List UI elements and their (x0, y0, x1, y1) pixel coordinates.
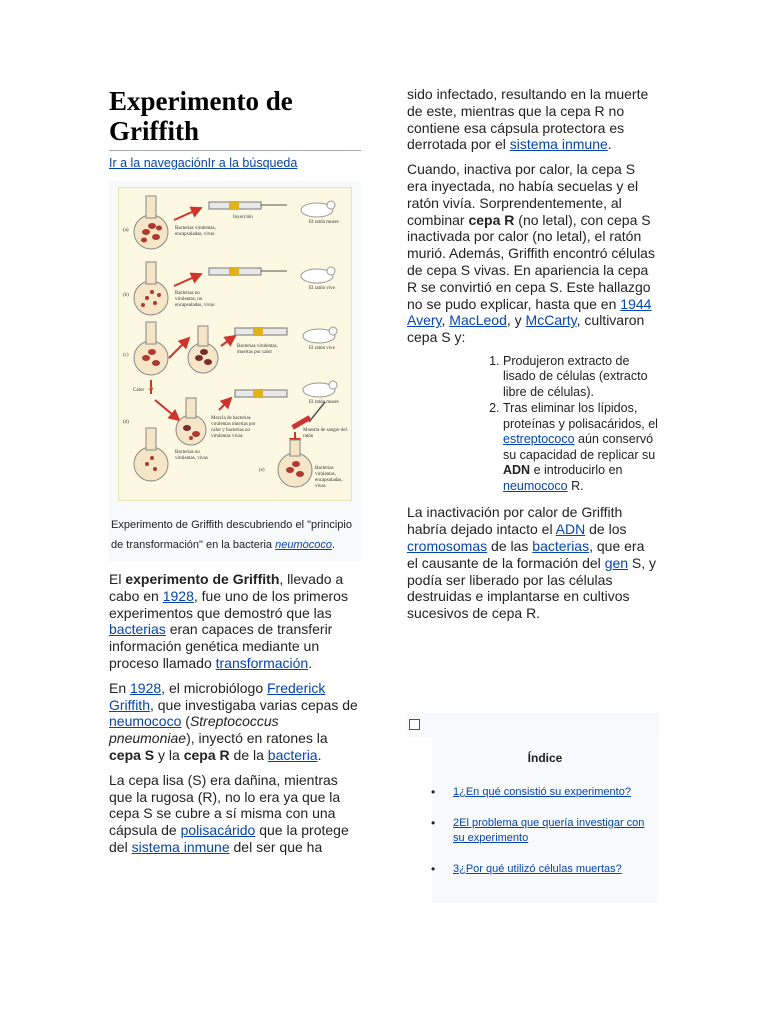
table-of-contents (432, 737, 658, 903)
bullet-icon: • (431, 785, 436, 799)
link-1928[interactable]: 1928 (162, 587, 194, 604)
paragraph-continued: sido infectado, resultando en la muerte de este, mientras que la cepa R no contiene esa cápsula protectora es derrotada por el sistema inmune. (407, 86, 649, 153)
link-sistema-inmune-2[interactable]: sistema inmune (509, 136, 608, 153)
label-lives-1: El ratón vive (309, 286, 335, 291)
label-e-desc-2: Bacterias virulentas, encapsuladas, vivas (315, 466, 343, 489)
link-adn[interactable]: ADN (555, 521, 586, 538)
link-gen[interactable]: gen (604, 554, 629, 571)
label-dies-1: El ratón muere (309, 220, 339, 225)
diagram-labels (119, 188, 351, 500)
label-a: (a) (123, 228, 129, 233)
label-d: (d) (123, 420, 129, 425)
figure (109, 181, 361, 561)
label-d-desc: Mezcla de bacterias virulentas muertas por calor y bacterias no virulentas vivas (211, 416, 256, 439)
label-injection: Inyección (233, 215, 253, 220)
link-sistema-inmune[interactable]: sistema inmune (131, 838, 230, 855)
link-mccarty[interactable]: McCarty (525, 312, 577, 329)
toc-item[interactable] (432, 816, 658, 847)
link-macleod[interactable]: MacLeod (449, 312, 507, 329)
link-1928-b[interactable]: 1928 (130, 679, 162, 696)
right-column (407, 86, 659, 630)
link-estreptococo[interactable]: estreptococo (503, 432, 575, 447)
label-c-desc: Bacterias virulentas, muertas por calor (237, 344, 278, 355)
toc-item[interactable] (432, 862, 658, 878)
figure-caption: Experimento de Griffith descubriendo el "principio de transformación" en la bacteria neumococo. (111, 519, 352, 551)
paragraph-griffith: En 1928, el microbiólogo Frederick Griffith, que investigaba varias cepas de neumococo (Streptococcus pneumoniae), inyectó en ratones la cepa S y la cepa R de la bacteria. (109, 679, 358, 763)
list-item: 2. Tras eliminar los lípidos, proteínas y polisacáridos, el estreptococo aún conservó su capacidad de replicar su ADN e introducirlo en neumococo R. (503, 401, 659, 494)
toc-spacer (407, 737, 432, 767)
label-blood: Muestra de sangre del ratón (303, 428, 348, 439)
link-neumococo-2[interactable]: neumococo (503, 478, 568, 493)
link-avery[interactable]: Avery (407, 312, 442, 329)
label-b-desc: Bacterias no virulentas, no encapsuladas, vivas (175, 291, 215, 308)
link-polisacarido[interactable]: polisacárido (180, 822, 256, 839)
link-bacterias[interactable]: bacterias (109, 621, 166, 638)
label-c: (c) (123, 353, 129, 358)
toc-list (432, 785, 658, 877)
toc-item[interactable] (432, 785, 658, 801)
label-heat: Calor (133, 388, 145, 393)
toc-title: Índice (527, 751, 563, 765)
link-cromosomas[interactable]: cromosomas (407, 538, 488, 555)
paragraph-inactiva: Cuando, inactiva por calor, la cepa S era inyectada, no había secuelas y el ratón vivía. Sorprendentemente, al combinar cepa R (no letal), con cepa S inactivada por calor (no letal), el ratón murió. Además, Griffith encontró células de cepa S vivas. En apariencia la cepa R se convirtió en cepa S. Este hallazgo no se pudo explicar, hasta que en 1944 Avery, MacLeod, y McCarty, cultivaron cepa S y: (407, 161, 655, 346)
link-1944[interactable]: 1944 (620, 295, 652, 312)
toc-link-2[interactable]: 2El problema que quería investigar con su experimento (453, 816, 645, 844)
paragraph-cepa-lisa: La cepa lisa (S) era dañina, mientras que la rugosa (R), no lo era ya que la cepa S se cubre a sí misma con una cápsula de polisacárido que la protege del sistema inmune del ser que ha (109, 771, 349, 855)
toc-header-strip (407, 713, 659, 737)
nav-links[interactable] (109, 155, 361, 171)
label-lives-2: El ratón vive (309, 346, 335, 351)
link-transformacion[interactable]: transformación (215, 654, 309, 671)
steps-list (407, 354, 659, 495)
paragraph-intro: El experimento de Griffith, llevado a cabo en 1928, fue uno de los primeros experimentos que demostró que las bacterias eran capaces de transferir información genética mediante un proceso llamado transformación. (109, 571, 348, 671)
label-e-desc: Bacterias no virulentas, vivas (175, 450, 208, 461)
toc-link-1[interactable]: 1¿En qué consistió su experimento? (453, 786, 631, 798)
list-item: 1. Produjeron extracto de lisado de células (extracto libre de células). (503, 354, 659, 401)
label-e: (e) (259, 468, 265, 473)
page-title: Experimento de Griffith (109, 86, 361, 151)
bullet-icon: • (431, 861, 436, 876)
link-frederick-griffith[interactable]: Frederick Griffith (109, 679, 326, 713)
link-neumococo[interactable]: neumococo (109, 713, 182, 730)
caption-link-neumococo[interactable]: neumococo (275, 539, 332, 551)
link-bacterias-2[interactable]: bacterias (532, 538, 590, 555)
label-b: (b) (123, 293, 129, 298)
toc-toggle-checkbox[interactable] (409, 719, 420, 730)
paragraph-inactivacion: La inactivación por calor de Griffith habría dejado intacto el ADN de los cromosomas de las bacterias, que era el causante de la formación del gen S, y podía ser liberado por las células destruidas e implantarse en cultivos sucesivos de cepa R. (407, 504, 657, 622)
skip-links[interactable]: Ir a la navegaciónIr a la búsqueda (109, 156, 298, 170)
toc-link-3[interactable]: 3¿Por qué utilizó células muertas? (453, 862, 622, 875)
left-column (109, 86, 361, 864)
label-dies-2: El ratón muere (309, 400, 339, 405)
link-bacteria[interactable]: bacteria (267, 746, 318, 763)
bullet-icon: • (431, 815, 436, 830)
label-a-desc: Bacterias virulentas, encapsuladas, vivas (175, 226, 216, 237)
griffith-diagram (118, 187, 352, 501)
